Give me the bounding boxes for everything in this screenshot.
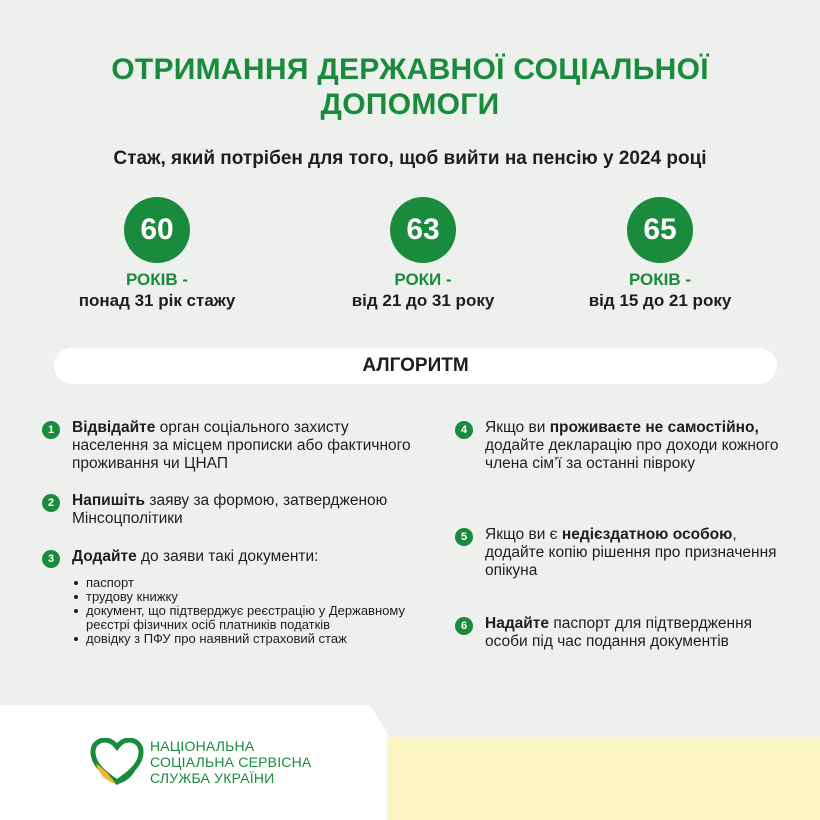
step-number: 2 [42, 494, 60, 512]
step-text: орган соціального захисту населення за місцем прописки або фактичного проживання чи ЦНАП [72, 419, 411, 472]
list-item: паспорт [72, 576, 422, 590]
age-description: понад 31 рік стажу [78, 291, 236, 310]
step-bold: Додайте [72, 548, 137, 565]
organization-name [150, 738, 311, 786]
step-text: паспорт для підтвердження особи під час подання документів [485, 615, 753, 650]
step-text: заяву за формою, затвердженою Мінсоцполітики [72, 492, 388, 527]
org-line-2: СОЦІАЛЬНА СЕРВІСНА [150, 754, 312, 770]
step-number: 3 [42, 550, 60, 568]
documents-list [72, 576, 422, 646]
step-bold: недієздатною особою [561, 526, 733, 543]
step-text: до заяви такі документи: [136, 548, 319, 565]
list-item: довідку з ПФУ про наявний страховий стаж [72, 632, 422, 646]
subtitle: Стаж, який потрібен для того, щоб вийти на пенсію у 2024 році [113, 148, 707, 169]
step-number: 6 [455, 617, 473, 635]
step-bold: Напишіть [72, 492, 146, 509]
page-title [60, 52, 760, 122]
age-unit: РОКІВ - [628, 270, 692, 289]
step-2 [42, 492, 412, 528]
step-6 [455, 615, 785, 651]
title-line-1: ОТРИМАННЯ ДЕРЖАВНОЇ СОЦІАЛЬНОЇ [111, 53, 709, 86]
title-line-2: ДОПОМОГИ [320, 88, 500, 121]
step-4 [455, 419, 785, 473]
age-description: від 21 до 31 року [351, 291, 495, 310]
heart-hands-icon [90, 738, 144, 786]
age-circle: 65 [627, 197, 693, 263]
step-bold: Відвідайте [72, 419, 156, 436]
step-bold: проживаєте не самостійно, [549, 419, 759, 436]
step-1 [42, 419, 412, 473]
step-text: додайте декларацію про доходи кожного члена сім’ї за останні півроку [485, 437, 779, 472]
step-text-pre: Якщо ви [485, 419, 550, 436]
step-text-pre: Якщо ви є [485, 526, 562, 543]
step-number: 1 [42, 421, 60, 439]
org-line-3: СЛУЖБА УКРАЇНИ [150, 770, 275, 786]
list-item: документ, що підтверджує реєстрацію у Державному реєстрі фізичних осіб платників податків [72, 604, 422, 632]
age-unit: РОКІВ - [125, 270, 189, 289]
footer-yellow-band [387, 737, 820, 820]
step-5 [455, 526, 785, 580]
org-line-1: НАЦІОНАЛЬНА [150, 738, 255, 754]
step-number: 5 [455, 528, 473, 546]
step-bold: Надайте [485, 615, 550, 632]
age-circle: 60 [124, 197, 190, 263]
stat-60 [47, 197, 267, 312]
age-unit: РОКИ - [394, 270, 452, 289]
step-text: , додайте копію рішення про призначення опікуна [485, 526, 777, 579]
step-number: 4 [455, 421, 473, 439]
age-circle: 63 [390, 197, 456, 263]
step-3 [42, 548, 422, 646]
algorithm-header: АЛГОРИТМ [54, 348, 777, 384]
stat-63 [313, 197, 533, 312]
list-item: трудову книжку [72, 590, 422, 604]
age-description: від 15 до 21 року [588, 291, 732, 310]
stat-65 [550, 197, 770, 312]
